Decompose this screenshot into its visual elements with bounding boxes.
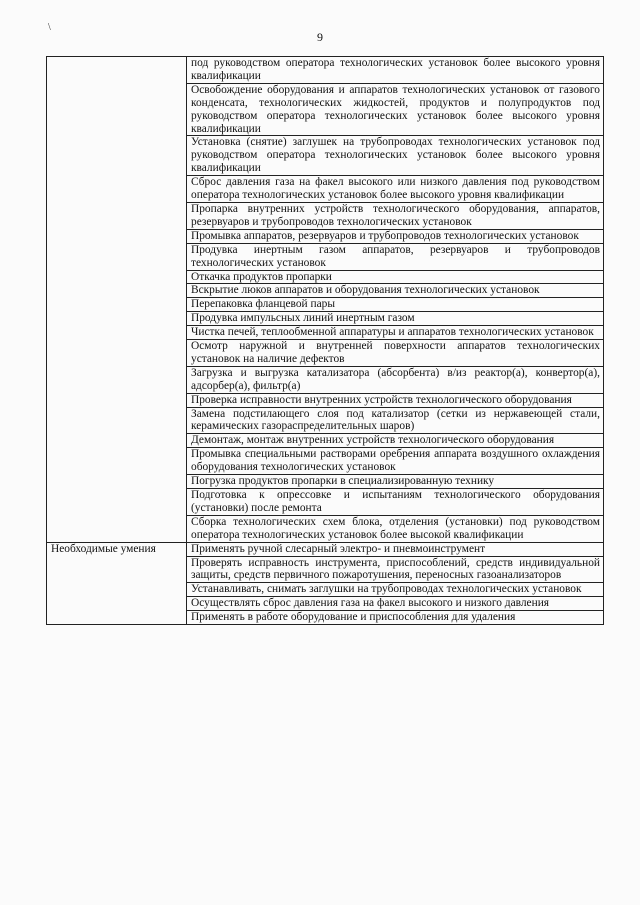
table-cell [187,475,604,489]
cell-text: Применять ручной слесарный электро- и пневмоинструмент [191,542,486,555]
cell-text: Освобождение оборудования и аппаратов технологических установок от газового конденсата, технологических жидкостей, продуктов и полупродуктов под руководством оператора технологических установок более высокого уровня квалификации [191,83,600,135]
cell-text: Промывка специальными растворами оребрения аппарата воздушного охлаждения оборудования технологических установок [191,448,600,474]
table-row [47,57,604,84]
table-cell [187,489,604,516]
labor-functions-table [46,56,604,625]
cell-text: Замена подстилающего слоя под катализатор (сетки из нержавеющей стали, керамических газораспределительных шаров) [191,407,600,433]
cell-text: Пропарка внутренних устройств технологического оборудования, аппаратов, резервуаров и трубопроводов технологических установок [191,202,600,228]
cell-text: под руководством оператора технологических установок более высокого уровня квалификации [191,57,600,82]
cell-text: Применять в работе оборудование и приспособления для удаления [191,611,516,624]
table-cell [187,298,604,312]
cell-text: Установка (снятие) заглушек на трубопроводах технологических установок под руководством оператора технологических установок более высокого уровня квалификации [191,136,600,175]
cell-text: Перепаковка фланцевой пары [191,298,336,311]
section-label-cell [47,542,187,624]
corner-mark: \ [48,22,51,33]
table-cell [187,243,604,270]
table-cell [187,393,604,407]
cell-text: Вскрытие люков аппаратов и оборудования технологических установок [191,284,540,297]
cell-text: Продувка инертным газом аппаратов, резервуаров и трубопроводов технологических установок [191,243,600,269]
table-cell [187,83,604,136]
cell-text: Демонтаж, монтаж внутренних устройств технологического оборудования [191,434,555,447]
cell-text: Сборка технологических схем блока, отделения (установки) под руководством оператора технологических установок более высокой квалификации [191,515,600,541]
table-cell [187,611,604,625]
section-label: Необходимые умения [51,542,156,555]
table-cell [187,270,604,284]
cell-text: Чистка печей, теплообменной аппаратуры и аппаратов технологических установок [191,326,594,339]
table-cell [187,448,604,475]
page-number: 9 [317,30,323,44]
cell-text: Проверять исправность инструмента, приспособлений, средств индивидуальной защиты, средств первичного пожаротушения, переносных газоанализаторов [191,556,600,582]
table-cell [187,597,604,611]
table-cell [187,136,604,176]
table-cell [187,515,604,542]
cell-text: Подготовка к опрессовке и испытаниям технологического оборудования (установки) после ремонта [191,489,600,514]
table-cell [187,340,604,367]
cell-text: Погрузка продуктов пропарки в специализированную технику [191,475,495,488]
cell-text: Осмотр наружной и внутренней поверхности аппаратов технологических установок на наличие дефектов [191,340,600,365]
table-cell [187,57,604,84]
table-row [47,542,604,556]
cell-text: Промывка аппаратов, резервуаров и трубопроводов технологических установок [191,229,579,242]
table-cell [187,284,604,298]
table-cell [187,312,604,326]
cell-text: Осуществлять сброс давления газа на факел высокого и низкого давления [191,597,550,610]
cell-text: Проверка исправности внутренних устройств технологического оборудования [191,393,572,406]
table-cell [187,434,604,448]
table-cell [187,366,604,393]
cell-text: Продувка импульсных линий инертным газом [191,312,415,325]
cell-text: Откачка продуктов пропарки [191,270,332,283]
cell-text: Сброс давления газа на факел высокого или низкого давления под руководством оператора технологических установок более высокого уровня квалификации [191,176,600,202]
table-cell [187,556,604,583]
table-cell [187,176,604,203]
table-cell [187,407,604,434]
table-cell [187,542,604,556]
cell-text: Устанавливать, снимать заглушки на трубопроводах технологических установок [191,583,582,596]
table-cell [187,229,604,243]
left-empty-cell [47,57,187,543]
table-cell [187,326,604,340]
cell-text: Загрузка и выгрузка катализатора (абсорбента) в/из реактор(а), конвертор(а), адсорбер(а), фильтр(а) [191,366,600,392]
table-cell [187,583,604,597]
table-cell [187,202,604,229]
